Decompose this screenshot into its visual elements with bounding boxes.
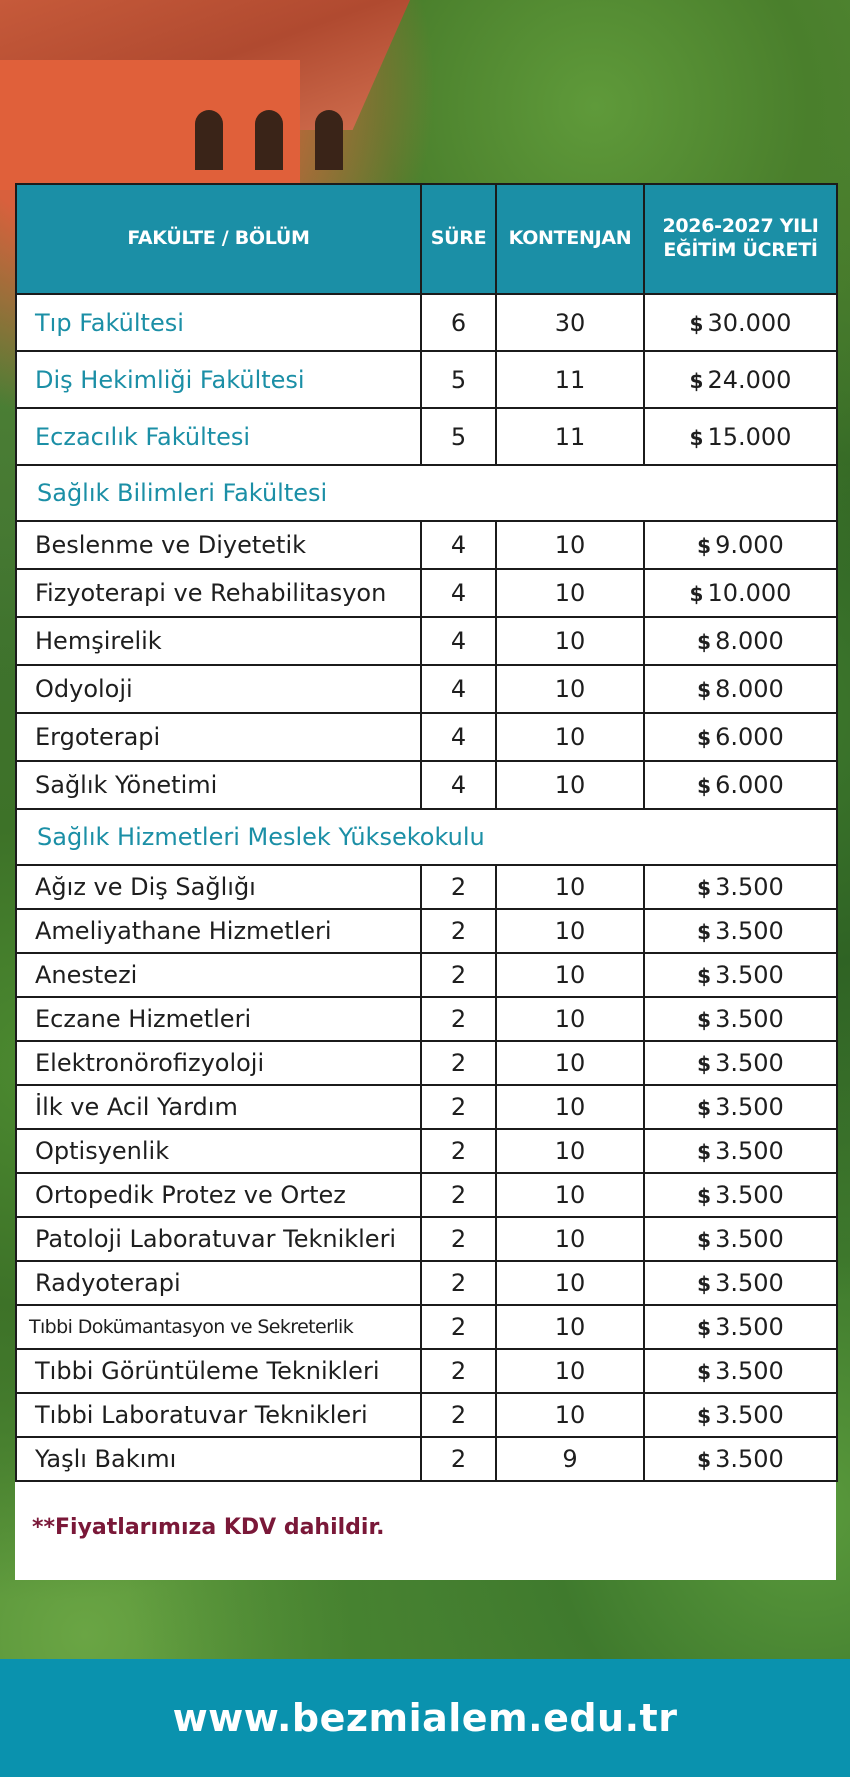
fee-amount: 3.500 bbox=[715, 1049, 784, 1077]
quota-cell: 10 bbox=[496, 713, 644, 761]
currency-symbol: $ bbox=[697, 1316, 712, 1340]
vat-note: **Fiyatlarımıza KDV dahildir. bbox=[32, 1515, 385, 1540]
quota-cell: 9 bbox=[496, 1437, 644, 1481]
quota-cell: 10 bbox=[496, 1217, 644, 1261]
fee-cell bbox=[644, 408, 837, 465]
table-row bbox=[16, 1437, 837, 1481]
currency-symbol: $ bbox=[689, 582, 704, 606]
fee-cell bbox=[644, 521, 837, 569]
currency-symbol: $ bbox=[689, 311, 704, 336]
fee-cell bbox=[644, 909, 837, 953]
program-name: Eczane Hizmetleri bbox=[16, 997, 421, 1041]
fee-cell bbox=[644, 1305, 837, 1349]
currency-symbol: $ bbox=[697, 1404, 712, 1428]
header-program: FAKÜLTE / BÖLÜM bbox=[16, 184, 421, 294]
quota-cell: 10 bbox=[496, 761, 644, 809]
fee-cell bbox=[644, 294, 837, 351]
program-name: İlk ve Acil Yardım bbox=[16, 1085, 421, 1129]
duration-cell: 2 bbox=[421, 1393, 496, 1437]
fee-amount: 3.500 bbox=[715, 1401, 784, 1429]
currency-symbol: $ bbox=[697, 1008, 712, 1032]
group-row bbox=[16, 465, 837, 521]
group-row bbox=[16, 809, 837, 865]
fee-amount: 3.500 bbox=[715, 1005, 784, 1033]
program-name: Ağız ve Diş Sağlığı bbox=[16, 865, 421, 909]
quota-cell: 10 bbox=[496, 953, 644, 997]
fee-amount: 6.000 bbox=[715, 771, 784, 799]
duration-cell: 2 bbox=[421, 1217, 496, 1261]
quota-cell: 11 bbox=[496, 408, 644, 465]
fee-cell bbox=[644, 665, 837, 713]
fee-amount: 3.500 bbox=[715, 917, 784, 945]
fee-amount: 10.000 bbox=[707, 579, 792, 607]
currency-symbol: $ bbox=[697, 1448, 712, 1472]
fee-amount: 3.500 bbox=[715, 873, 784, 901]
fee-amount: 24.000 bbox=[707, 365, 792, 394]
currency-symbol: $ bbox=[697, 630, 712, 654]
fee-cell bbox=[644, 713, 837, 761]
program-name: Ergoterapi bbox=[16, 713, 421, 761]
fee-cell bbox=[644, 617, 837, 665]
duration-cell: 2 bbox=[421, 1129, 496, 1173]
program-name: Sağlık Yönetimi bbox=[16, 761, 421, 809]
background-window bbox=[315, 110, 343, 170]
fee-amount: 3.500 bbox=[715, 1225, 784, 1253]
table-row bbox=[16, 294, 837, 351]
fee-cell bbox=[644, 1129, 837, 1173]
table-row bbox=[16, 351, 837, 408]
table-row bbox=[16, 953, 837, 997]
duration-cell: 4 bbox=[421, 761, 496, 809]
fee-amount: 3.500 bbox=[715, 1357, 784, 1385]
quota-cell: 10 bbox=[496, 1085, 644, 1129]
table-row bbox=[16, 1349, 837, 1393]
fee-cell bbox=[644, 997, 837, 1041]
program-name: Tıbbi Dokümantasyon ve Sekreterlik bbox=[16, 1305, 421, 1349]
currency-symbol: $ bbox=[697, 534, 712, 558]
table-row bbox=[16, 408, 837, 465]
duration-cell: 2 bbox=[421, 1173, 496, 1217]
fee-cell bbox=[644, 569, 837, 617]
fee-amount: 3.500 bbox=[715, 1313, 784, 1341]
fee-amount: 6.000 bbox=[715, 723, 784, 751]
program-name: Radyoterapi bbox=[16, 1261, 421, 1305]
program-name: Eczacılık Fakültesi bbox=[16, 408, 421, 465]
duration-cell: 2 bbox=[421, 1305, 496, 1349]
table-row bbox=[16, 521, 837, 569]
header-quota: KONTENJAN bbox=[496, 184, 644, 294]
duration-cell: 2 bbox=[421, 1261, 496, 1305]
quota-cell: 10 bbox=[496, 909, 644, 953]
duration-cell: 6 bbox=[421, 294, 496, 351]
table-row bbox=[16, 665, 837, 713]
fee-amount: 15.000 bbox=[707, 422, 792, 451]
currency-symbol: $ bbox=[689, 368, 704, 393]
duration-cell: 4 bbox=[421, 617, 496, 665]
fee-cell bbox=[644, 1041, 837, 1085]
header-fee-line1: 2026-2027 YILI bbox=[662, 215, 819, 238]
duration-cell: 2 bbox=[421, 953, 496, 997]
duration-cell: 2 bbox=[421, 1349, 496, 1393]
currency-symbol: $ bbox=[697, 678, 712, 702]
duration-cell: 4 bbox=[421, 713, 496, 761]
fee-amount: 30.000 bbox=[707, 308, 792, 337]
currency-symbol: $ bbox=[697, 726, 712, 750]
table-row bbox=[16, 761, 837, 809]
currency-symbol: $ bbox=[697, 876, 712, 900]
fee-amount: 8.000 bbox=[715, 675, 784, 703]
fee-cell bbox=[644, 1349, 837, 1393]
duration-cell: 2 bbox=[421, 997, 496, 1041]
fee-amount: 3.500 bbox=[715, 1445, 784, 1473]
quota-cell: 10 bbox=[496, 569, 644, 617]
currency-symbol: $ bbox=[697, 774, 712, 798]
quota-cell: 10 bbox=[496, 617, 644, 665]
table-row bbox=[16, 865, 837, 909]
program-name: Optisyenlik bbox=[16, 1129, 421, 1173]
program-name: Odyoloji bbox=[16, 665, 421, 713]
table-row bbox=[16, 997, 837, 1041]
currency-symbol: $ bbox=[689, 425, 704, 450]
fee-cell bbox=[644, 865, 837, 909]
duration-cell: 2 bbox=[421, 1085, 496, 1129]
duration-cell: 2 bbox=[421, 865, 496, 909]
program-name: Diş Hekimliği Fakültesi bbox=[16, 351, 421, 408]
health-sciences-title: Sağlık Bilimleri Fakültesi bbox=[16, 465, 837, 521]
quota-cell: 10 bbox=[496, 865, 644, 909]
program-name: Hemşirelik bbox=[16, 617, 421, 665]
table-row bbox=[16, 909, 837, 953]
program-name: Fizyoterapi ve Rehabilitasyon bbox=[16, 569, 421, 617]
fee-cell bbox=[644, 351, 837, 408]
quota-cell: 30 bbox=[496, 294, 644, 351]
quota-cell: 10 bbox=[496, 521, 644, 569]
quota-cell: 10 bbox=[496, 1041, 644, 1085]
table-row bbox=[16, 1173, 837, 1217]
currency-symbol: $ bbox=[697, 1140, 712, 1164]
fee-amount: 3.500 bbox=[715, 1137, 784, 1165]
quota-cell: 11 bbox=[496, 351, 644, 408]
quota-cell: 10 bbox=[496, 1349, 644, 1393]
program-name: Ameliyathane Hizmetleri bbox=[16, 909, 421, 953]
program-name: Ortopedik Protez ve Ortez bbox=[16, 1173, 421, 1217]
table-row bbox=[16, 1041, 837, 1085]
fee-cell bbox=[644, 1085, 837, 1129]
program-name: Elektronörofizyoloji bbox=[16, 1041, 421, 1085]
currency-symbol: $ bbox=[697, 964, 712, 988]
table-row bbox=[16, 617, 837, 665]
duration-cell: 4 bbox=[421, 521, 496, 569]
program-name: Tıbbi Görüntüleme Teknikleri bbox=[16, 1349, 421, 1393]
program-name: Yaşlı Bakımı bbox=[16, 1437, 421, 1481]
fee-amount: 3.500 bbox=[715, 1093, 784, 1121]
duration-cell: 5 bbox=[421, 351, 496, 408]
program-name: Beslenme ve Diyetetik bbox=[16, 521, 421, 569]
fee-table bbox=[15, 183, 838, 1482]
program-name: Patoloji Laboratuvar Teknikleri bbox=[16, 1217, 421, 1261]
currency-symbol: $ bbox=[697, 1184, 712, 1208]
currency-symbol: $ bbox=[697, 1052, 712, 1076]
background-window bbox=[195, 110, 223, 170]
fee-cell bbox=[644, 1173, 837, 1217]
quota-cell: 10 bbox=[496, 1129, 644, 1173]
quota-cell: 10 bbox=[496, 997, 644, 1041]
fee-amount: 3.500 bbox=[715, 1181, 784, 1209]
background-window bbox=[255, 110, 283, 170]
table-row bbox=[16, 1217, 837, 1261]
website-link[interactable]: www.bezmialem.edu.tr bbox=[172, 1696, 678, 1740]
fee-cell bbox=[644, 1393, 837, 1437]
header-fee-line2: EĞİTİM ÜCRETİ bbox=[663, 239, 818, 261]
quota-cell: 10 bbox=[496, 1261, 644, 1305]
program-name: Tıp Fakültesi bbox=[16, 294, 421, 351]
fee-amount: 9.000 bbox=[715, 531, 784, 559]
table-row bbox=[16, 1393, 837, 1437]
fee-cell bbox=[644, 1437, 837, 1481]
duration-cell: 4 bbox=[421, 665, 496, 713]
fee-cell bbox=[644, 1261, 837, 1305]
quota-cell: 10 bbox=[496, 1305, 644, 1349]
header-duration: SÜRE bbox=[421, 184, 496, 294]
vocational-school-title: Sağlık Hizmetleri Meslek Yüksekokulu bbox=[16, 809, 837, 865]
quota-cell: 10 bbox=[496, 1393, 644, 1437]
currency-symbol: $ bbox=[697, 1360, 712, 1384]
table-row bbox=[16, 569, 837, 617]
fee-cell bbox=[644, 761, 837, 809]
table-row bbox=[16, 1085, 837, 1129]
fee-amount: 3.500 bbox=[715, 961, 784, 989]
program-name: Tıbbi Laboratuvar Teknikleri bbox=[16, 1393, 421, 1437]
footer-bar bbox=[0, 1659, 850, 1777]
table-body bbox=[16, 294, 837, 1481]
table-row bbox=[16, 1261, 837, 1305]
currency-symbol: $ bbox=[697, 1228, 712, 1252]
currency-symbol: $ bbox=[697, 1096, 712, 1120]
fee-amount: 8.000 bbox=[715, 627, 784, 655]
currency-symbol: $ bbox=[697, 1272, 712, 1296]
table-header-row bbox=[16, 184, 837, 294]
duration-cell: 2 bbox=[421, 1437, 496, 1481]
header-fee bbox=[644, 184, 837, 294]
fee-amount: 3.500 bbox=[715, 1269, 784, 1297]
table-row bbox=[16, 1129, 837, 1173]
currency-symbol: $ bbox=[697, 920, 712, 944]
quota-cell: 10 bbox=[496, 665, 644, 713]
fee-cell bbox=[644, 1217, 837, 1261]
table-row bbox=[16, 713, 837, 761]
duration-cell: 5 bbox=[421, 408, 496, 465]
duration-cell: 4 bbox=[421, 569, 496, 617]
duration-cell: 2 bbox=[421, 1041, 496, 1085]
table-row bbox=[16, 1305, 837, 1349]
duration-cell: 2 bbox=[421, 909, 496, 953]
program-name: Anestezi bbox=[16, 953, 421, 997]
fee-cell bbox=[644, 953, 837, 997]
quota-cell: 10 bbox=[496, 1173, 644, 1217]
